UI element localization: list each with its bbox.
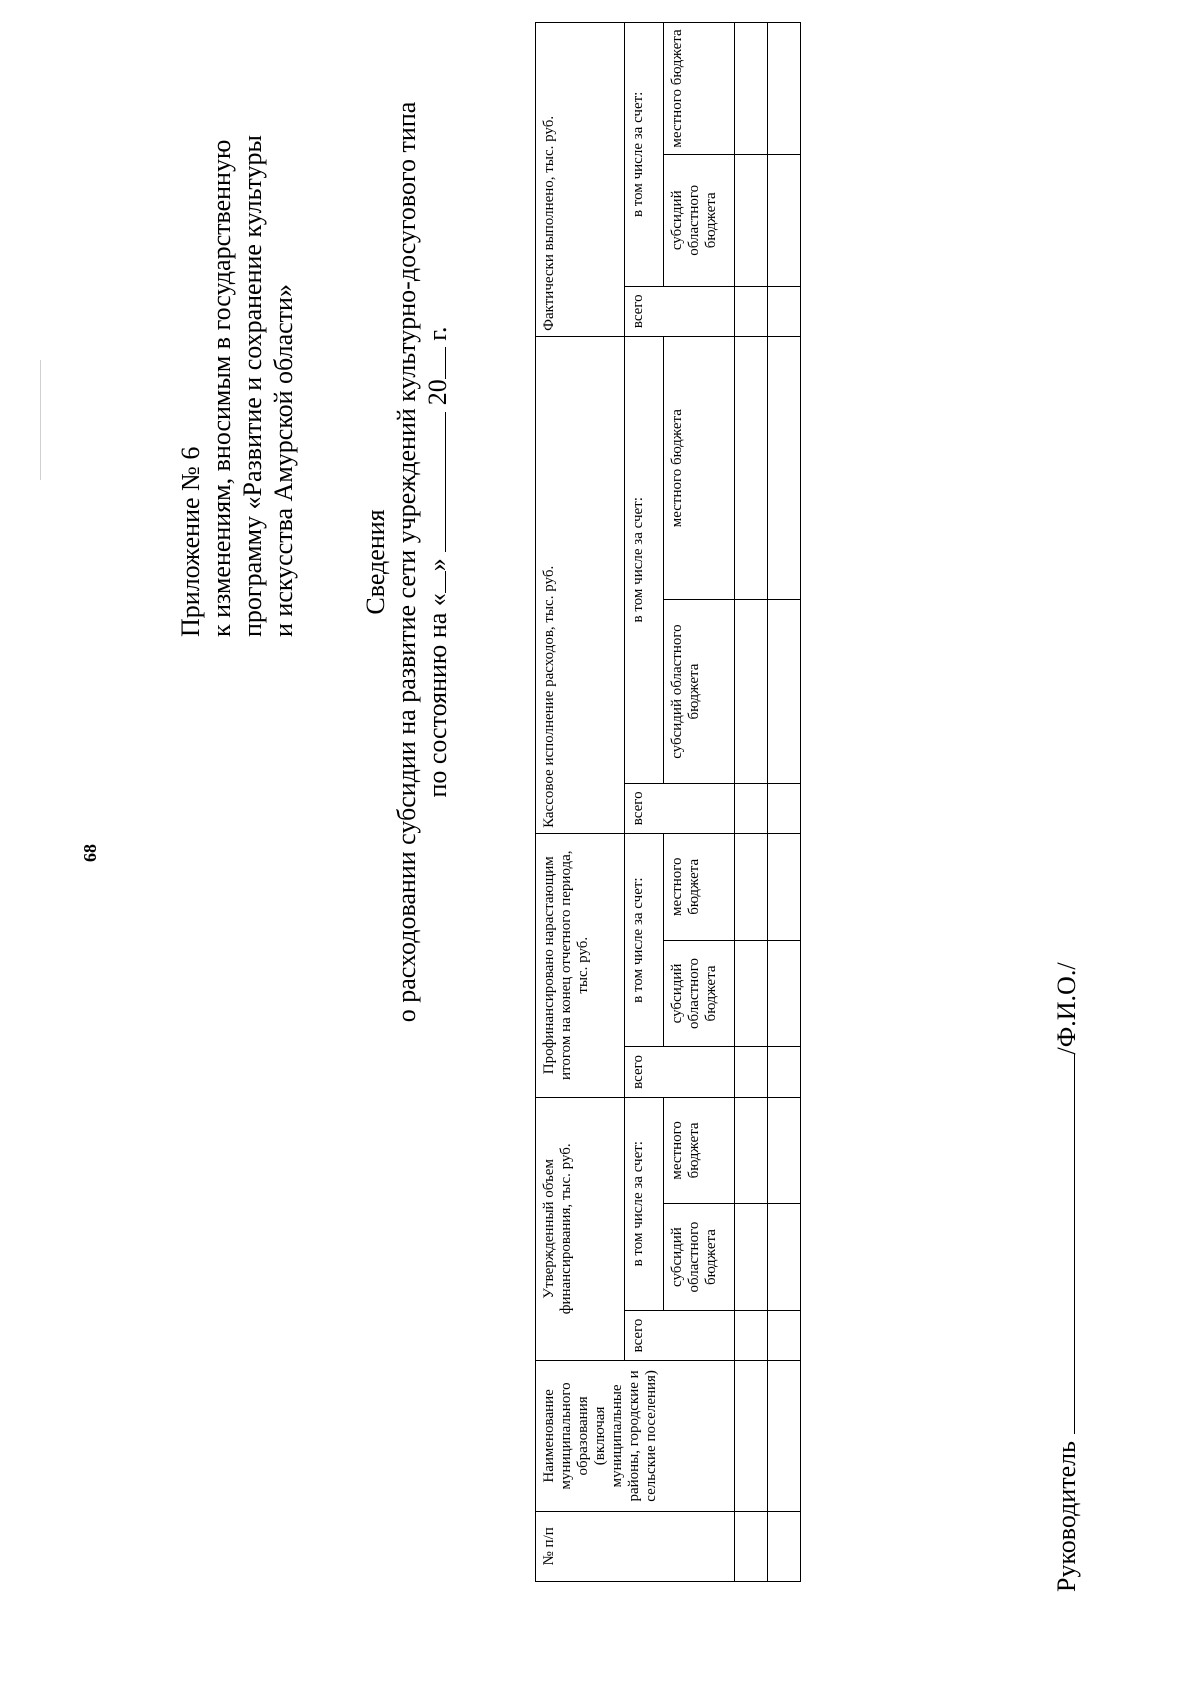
appendix-line-1: Приложение № 6	[176, 446, 205, 637]
title-line-3	[422, 0, 453, 1142]
title-line-2: о расходовании субсидии на развитие сети учреждений культурно-досугового типа	[392, 101, 421, 1023]
header-regional-1: субсидий областного бюджета	[664, 1204, 735, 1311]
cell-empty[interactable]	[735, 783, 768, 833]
cell-empty[interactable]	[768, 1361, 801, 1512]
cell-empty[interactable]	[735, 600, 768, 783]
header-financed-cumulative: Профинансировано нарастающим итогом на конец отчетного периода, тыс. руб.	[536, 833, 625, 1097]
cell-empty[interactable]	[768, 1047, 801, 1097]
table-row	[735, 23, 768, 1582]
header-regional-4: субсидий областного бюджета	[664, 154, 735, 286]
header-including-2: в том числе за счет:	[625, 833, 664, 1046]
header-including-3: в том числе за счет:	[625, 336, 664, 783]
header-total-4: всего	[625, 286, 735, 336]
cell-empty[interactable]	[735, 940, 768, 1047]
cell-empty[interactable]	[768, 1511, 801, 1581]
date-prefix: по состоянию на «	[423, 593, 452, 798]
appendix-line-2: к изменениям, вносимым в государственную	[207, 139, 236, 637]
header-local-2: местного бюджета	[664, 833, 735, 940]
date-quote-close: »	[423, 558, 452, 572]
header-total-2: всего	[625, 1047, 735, 1097]
cell-empty[interactable]	[735, 1204, 768, 1311]
header-total-1: всего	[625, 1310, 735, 1360]
header-total-3: всего	[625, 783, 735, 833]
header-including-4: в том числе за счет:	[625, 23, 664, 287]
subsidy-report-table	[535, 22, 801, 1582]
title-line-1: Сведения	[361, 509, 390, 615]
appendix-block	[175, 135, 299, 637]
year-prefix: 20	[423, 379, 452, 406]
cell-empty[interactable]	[735, 1047, 768, 1097]
cell-empty[interactable]	[768, 286, 801, 336]
cell-empty[interactable]	[768, 783, 801, 833]
appendix-line-3: программу «Развитие и сохранение культуры	[238, 135, 267, 637]
table-header-row-2	[625, 23, 664, 1582]
signature-line[interactable]	[1050, 1055, 1075, 1435]
table-row	[768, 23, 801, 1582]
cell-empty[interactable]	[768, 154, 801, 286]
signature-block	[1050, 962, 1082, 1592]
header-municipality: Наименование муниципального образования (включая муниципальные районы, городские и сельские поселения)	[536, 1361, 735, 1512]
cell-empty[interactable]	[768, 1097, 801, 1204]
cell-empty[interactable]	[768, 336, 801, 600]
header-local-4: местного бюджета	[664, 23, 735, 155]
header-num: № п/п	[536, 1511, 735, 1581]
header-local-1: местного бюджета	[664, 1097, 735, 1204]
cell-empty[interactable]	[768, 940, 801, 1047]
cell-empty[interactable]	[735, 1310, 768, 1360]
year-blank[interactable]	[445, 347, 446, 379]
day-blank[interactable]	[445, 571, 446, 593]
appendix-line-4: и искусства Амурской области»	[269, 284, 298, 637]
header-including-1: в том числе за счет:	[625, 1097, 664, 1310]
document-title	[360, 0, 453, 1142]
cell-empty[interactable]	[768, 833, 801, 940]
cell-empty[interactable]	[768, 1310, 801, 1360]
cell-empty[interactable]	[735, 154, 768, 286]
header-approved-volume: Утвержденный объем финансирования, тыс. руб.	[536, 1097, 625, 1361]
fio-label: /Ф.И.О./	[1052, 962, 1081, 1055]
cell-empty[interactable]	[768, 1204, 801, 1311]
cell-empty[interactable]	[735, 1511, 768, 1581]
cell-empty[interactable]	[768, 23, 801, 155]
table-header-row-1	[536, 23, 625, 1582]
year-suffix: г.	[423, 326, 452, 341]
cell-empty[interactable]	[768, 600, 801, 783]
header-cash-execution: Кассовое исполнение расходов, тыс. руб.	[536, 336, 625, 833]
head-label: Руководитель	[1052, 1441, 1081, 1592]
header-actually-done: Фактически выполнено, тыс. руб.	[536, 23, 625, 337]
month-blank[interactable]	[445, 412, 446, 552]
cell-empty[interactable]	[735, 833, 768, 940]
cell-empty[interactable]	[735, 1097, 768, 1204]
cell-empty[interactable]	[735, 336, 768, 600]
header-local-3: местного бюджета	[664, 336, 735, 600]
header-regional-3: субсидий областного бюджета	[664, 600, 735, 783]
cell-empty[interactable]	[735, 23, 768, 155]
cell-empty[interactable]	[735, 286, 768, 336]
cell-empty[interactable]	[735, 1361, 768, 1512]
header-regional-2: субсидий областного бюджета	[664, 940, 735, 1047]
page-number: 68	[80, 844, 100, 862]
